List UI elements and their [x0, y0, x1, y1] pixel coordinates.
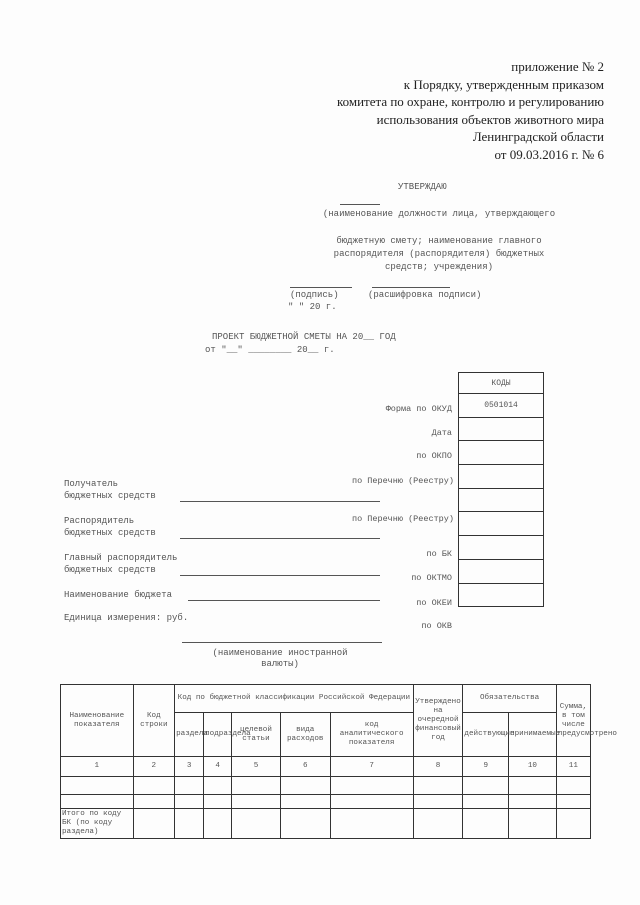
currency-fill-line[interactable] — [182, 642, 382, 643]
table-row — [61, 777, 591, 795]
code-okud-value: 0501014 — [459, 394, 544, 418]
code-okei-value — [459, 559, 544, 583]
chief-label-2: бюджетных средств — [64, 565, 156, 575]
col-subsection: подраздела — [204, 713, 232, 757]
col-analytic: код аналитического показателя — [330, 713, 413, 757]
header-line-4: использования объектов животного мира — [376, 111, 604, 127]
label-okv: по ОКВ — [421, 621, 452, 631]
manager-label-2: бюджетных средств — [64, 528, 156, 538]
project-date: от "__" ________ 20__ г. — [205, 345, 335, 355]
recipient-label-1: Получатель — [64, 479, 119, 489]
code-okpo-value — [459, 441, 544, 465]
manager-fill-line[interactable] — [180, 538, 380, 539]
label-okud: Форма по ОКУД — [385, 404, 452, 414]
col-bk: Код по бюджетной классификации Российской Федерации — [175, 685, 414, 713]
col-obligations-current: действующие — [463, 713, 509, 757]
codes-table — [458, 372, 544, 607]
code-oktmo-value — [459, 536, 544, 560]
codes-header: КОДЫ — [459, 373, 544, 394]
decoding-line — [372, 287, 450, 288]
num-11: 11 — [556, 757, 590, 777]
col-row-code: Код строки — [133, 685, 174, 757]
currency-caption-1: (наименование иностранной — [212, 648, 348, 658]
approval-title: УТВЕРЖДАЮ — [398, 182, 447, 192]
num-10: 10 — [509, 757, 557, 777]
col-sum: Сумма, в том числе предусмотрено — [556, 685, 590, 757]
code-registry-1-value — [459, 465, 544, 489]
position-caption-3: распорядителя (распорядителя) бюджетных — [333, 249, 545, 259]
position-caption-4: средств; учреждения) — [384, 262, 494, 272]
col-obligations: Обязательства — [463, 685, 556, 713]
header-line-1: приложение № 2 — [511, 59, 604, 74]
label-bk: по БК — [426, 549, 452, 559]
code-date-value — [459, 417, 544, 441]
num-6: 6 — [280, 757, 330, 777]
chief-fill-line[interactable] — [180, 575, 380, 576]
total-row — [61, 809, 591, 839]
col-name: Наименование показателя — [61, 685, 134, 757]
total-label: Итого по коду БК (по коду раздела) — [61, 809, 134, 839]
num-4: 4 — [204, 757, 232, 777]
signature-line — [290, 287, 352, 288]
col-obligations-new: принимаемые — [509, 713, 557, 757]
col-expense-type: вида расходов — [280, 713, 330, 757]
table-row — [61, 795, 591, 809]
num-8: 8 — [413, 757, 463, 777]
num-7: 7 — [330, 757, 413, 777]
header-line-3: комитета по охране, контролю и регулированию — [336, 94, 604, 109]
header-line-2: к Порядку, утвержденным приказом — [403, 76, 604, 92]
recipient-fill-line[interactable] — [180, 501, 380, 502]
label-registry-1: по Перечню (Реестру) — [351, 476, 454, 486]
num-2: 2 — [133, 757, 174, 777]
position-caption-2: бюджетную смету; наименование главного — [336, 236, 542, 246]
label-okpo: по ОКПО — [416, 451, 452, 461]
recipient-label-2: бюджетных средств — [64, 491, 156, 501]
estimate-table — [60, 684, 617, 839]
project-title: ПРОЕКТ БЮДЖЕТНОЙ СМЕТЫ НА 20__ ГОД — [212, 332, 396, 342]
budget-fill-line[interactable] — [188, 600, 380, 601]
position-line — [340, 204, 380, 205]
col-approved: Утверждено на очередной финансовый год — [413, 685, 463, 757]
col-section: раздела — [175, 713, 204, 757]
unit-label: Единица измерения: руб. — [64, 613, 189, 623]
manager-label-1: Распорядитель — [64, 516, 135, 526]
num-5: 5 — [232, 757, 281, 777]
code-registry-2-value — [459, 488, 544, 512]
chief-label-1: Главный распорядитель — [64, 553, 178, 563]
num-1: 1 — [61, 757, 134, 777]
header-line-6: от 09.03.2016 г. № 6 — [494, 146, 604, 162]
label-registry-2: по Перечню (Реестру) — [351, 514, 454, 524]
num-3: 3 — [175, 757, 204, 777]
header-line-5: Ленинградской области — [472, 129, 604, 144]
label-date: Дата — [431, 428, 452, 438]
label-okei: по ОКЕИ — [416, 598, 452, 608]
col-target: целевой статьи — [232, 713, 281, 757]
code-okv-value — [459, 583, 544, 607]
num-9: 9 — [463, 757, 509, 777]
position-caption-1: (наименование должности лица, утверждающего — [322, 209, 556, 219]
signature-caption: (подпись) — [290, 290, 339, 300]
label-oktmo: по ОКТМО — [411, 573, 452, 583]
approval-date: " " 20 г. — [288, 302, 337, 312]
budget-label: Наименование бюджета — [64, 590, 173, 600]
code-bk-value — [459, 512, 544, 536]
currency-caption-2: валюты) — [261, 659, 299, 669]
appendix-header — [337, 58, 604, 163]
decoding-caption: (расшифровка подписи) — [368, 290, 482, 300]
